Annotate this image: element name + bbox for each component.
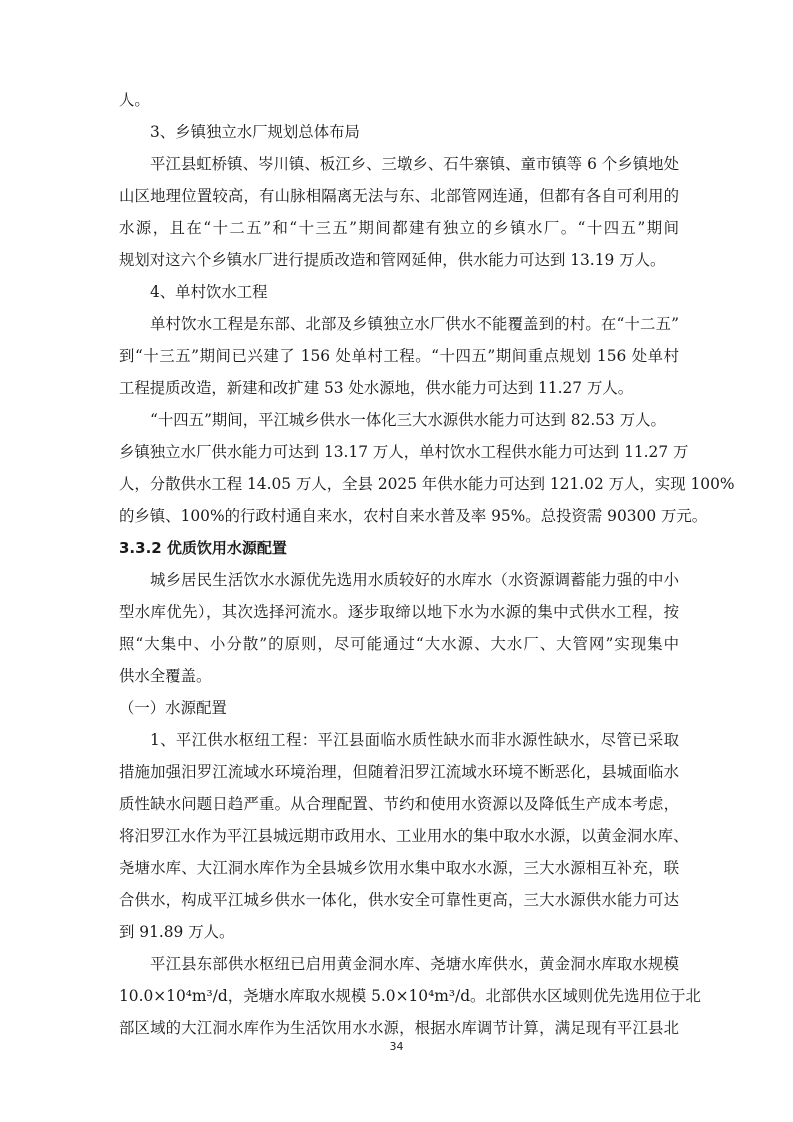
text-line: 平江县东部供水枢纽已启用黄金洞水库、尧塘水库供水，黄金洞水库取水规模 [150, 955, 679, 973]
text-line: 尧塘水库、大江洞水库作为全县城乡饮用水集中取水水源，三大水源相互补充，联 [119, 859, 679, 877]
text-line: 工程提质改造，新建和改扩建 53 处水源地，供水能力可达到 11.27 万人。 [119, 379, 634, 397]
page-number: 34 [389, 1040, 404, 1053]
text-line: 供水全覆盖。 [119, 667, 212, 685]
text-line: 水源，且在“十二五”和“十三五”期间都建有独立的乡镇水厂。“十四五”期间 [119, 219, 679, 237]
text-line: 乡镇独立水厂供水能力可达到 13.17 万人，单村饮水工程供水能力可达到 11.27 万 [119, 443, 689, 461]
text-line: 10.0×10⁴m³/d，尧塘水库取水规模 5.0×10⁴m³/d。北部供水区域则优先选用位于北 [119, 987, 701, 1005]
text-line: 照“大集中、小分散”的原则，尽可能通过“大水源、大水厂、大管网”实现集中 [119, 635, 679, 653]
text-line: 的乡镇、100%的行政村通自来水，农村自来水普及率 95%。总投资需 90300 万元。 [119, 507, 708, 525]
text-line: 平江县虹桥镇、岑川镇、板江乡、三墩乡、石牛寨镇、童市镇等 6 个乡镇地处 [150, 155, 679, 173]
section-heading: 3.3.2 优质饮用水源配置 [119, 539, 287, 557]
text-line: 人。 [119, 91, 150, 109]
text-line: 措施加强汨罗江流域水环境治理，但随着汨罗江流域水环境不断恶化，县城面临水 [119, 763, 679, 781]
text-line: 规划对这六个乡镇水厂进行提质改造和管网延伸，供水能力可达到 13.19 万人。 [119, 251, 666, 269]
text-line: 山区地理位置较高，有山脉相隔离无法与东、北部管网连通，但都有各自可利用的 [119, 187, 679, 205]
text-line: 3、乡镇独立水厂规划总体布局 [150, 123, 360, 141]
text-line: 型水库优先），其次选择河流水。逐步取缔以地下水为水源的集中式供水工程，按 [119, 603, 679, 621]
text-line: 将汨罗江水作为平江县城远期市政用水、工业用水的集中取水水源，以黄金洞水库、 [119, 827, 689, 845]
text-line: 到 91.89 万人。 [119, 923, 235, 941]
text-line: 质性缺水问题日趋严重。从合理配置、节约和使用水资源以及降低生产成本考虑， [119, 795, 679, 813]
text-line: 1、平江供水枢纽工程：平江县面临水质性缺水而非水源性缺水，尽管已采取 [150, 731, 679, 749]
text-line: 部区域的大江洞水库作为生活饮用水水源，根据水库调节计算，满足现有平江县北 [119, 1019, 679, 1037]
text-line: 城乡居民生活饮水水源优先选用水质较好的水库水（水资源调蓄能力强的中小 [150, 571, 679, 589]
text-line: 合供水，构成平江城乡供水一体化，供水安全可靠性更高，三大水源供水能力可达 [119, 891, 679, 909]
document-body [119, 84, 735, 1044]
text-line: “十四五”期间，平江城乡供水一体化三大水源供水能力可达到 82.53 万人。 [150, 411, 666, 429]
text-line: （一）水源配置 [119, 699, 227, 717]
text-line: 单村饮水工程是东部、北部及乡镇独立水厂供水不能覆盖到的村。在“十二五” [150, 315, 679, 333]
text-line: 4、单村饮水工程 [150, 283, 268, 301]
text-line: 到“十三五”期间已兴建了 156 处单村工程。“十四五”期间重点规划 156 处单村 [119, 347, 679, 365]
text-line: 人，分散供水工程 14.05 万人，全县 2025 年供水能力可达到 121.02 万人，实现 100% [119, 475, 735, 493]
